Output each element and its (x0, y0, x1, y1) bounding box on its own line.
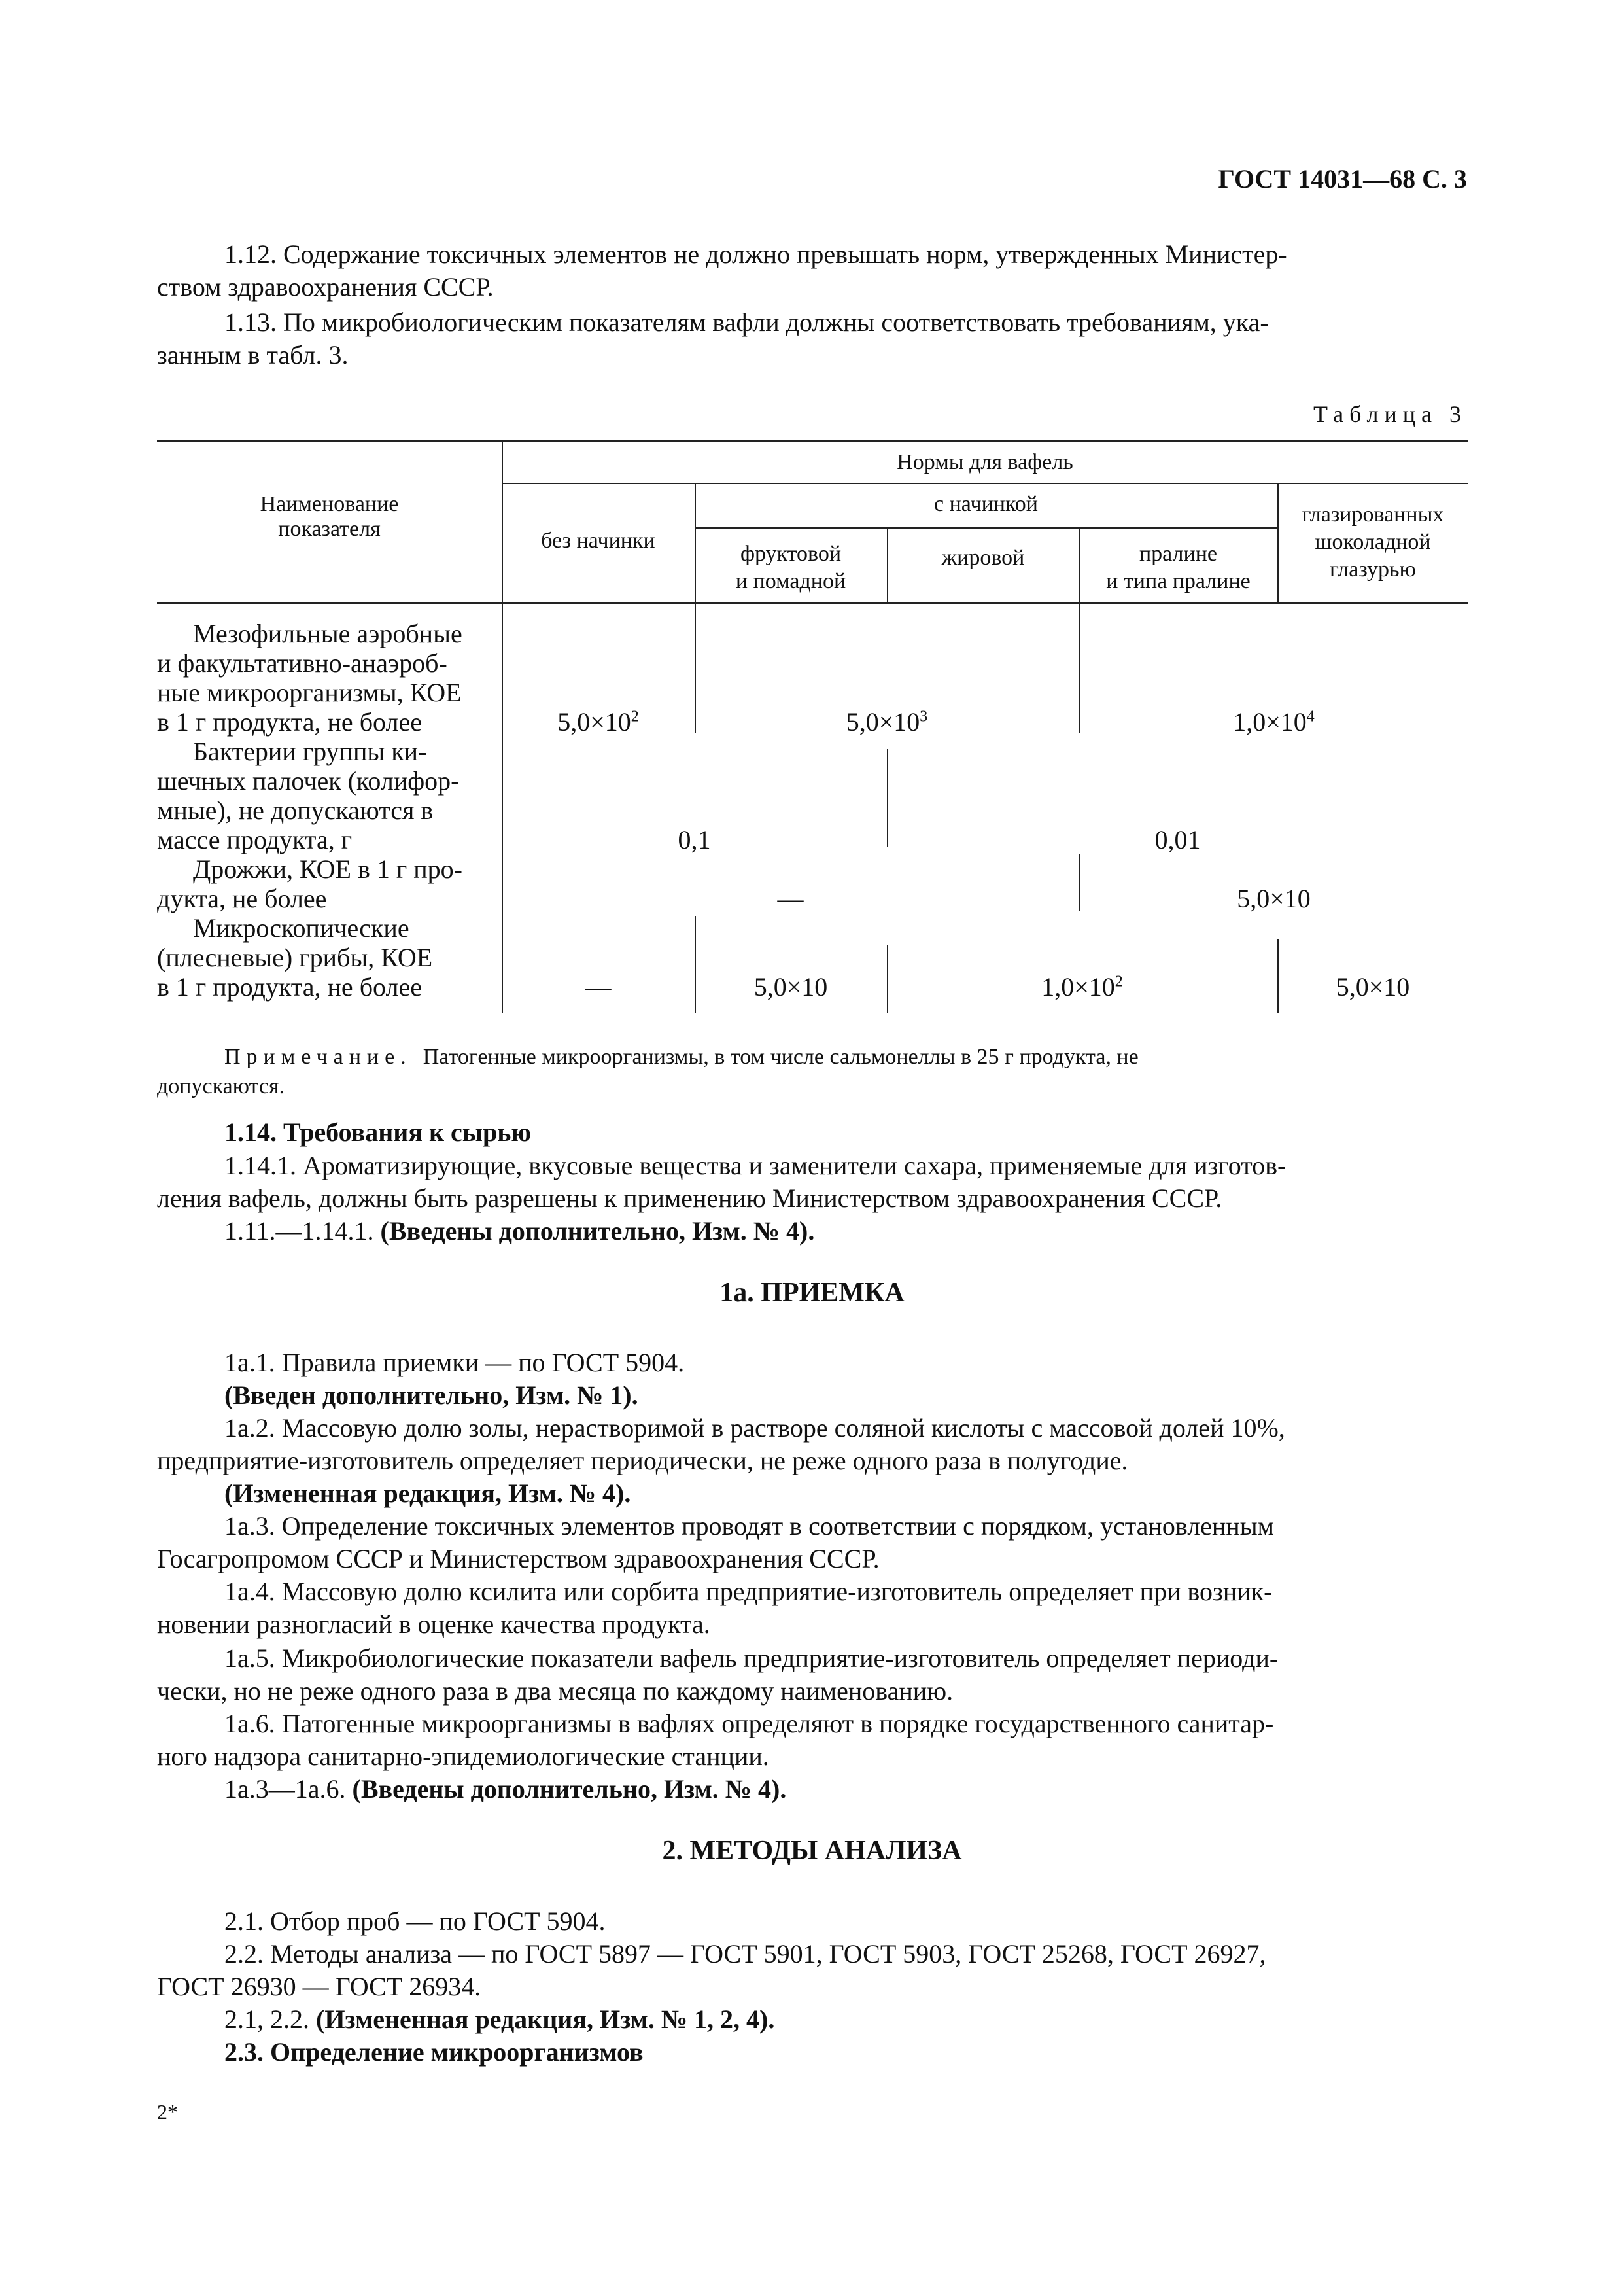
paragraph-1a-4-line-1: 1а.4. Массовую долю ксилита или сорбита предприятие-изготовитель определяет при возник- (224, 1577, 1273, 1606)
paragraph-1a-3-line-2: Госагропромом СССР и Министерством здравоохранения СССР. (157, 1544, 880, 1573)
row4-value-no-filling: — (585, 972, 612, 1002)
paragraph-1a-2-line-1: 1а.2. Массовую долю золы, нерастворимой в растворе соляной кислоты с массовой долей 10%, (224, 1413, 1285, 1443)
row2-label-line: массе продукта, г (157, 825, 353, 854)
table-top-rule (157, 440, 1468, 442)
row1-label-line: в 1 г продукта, не более (157, 707, 422, 737)
section-2-3-title: 2.3. Определение микроорганизмов (224, 2037, 644, 2067)
row2-value-right: 0,01 (1154, 825, 1201, 854)
page-header: ГОСТ 14031—68 С. 3 (1218, 164, 1467, 194)
row4-value-fruit: 5,0×10 (753, 972, 828, 1002)
section-1-14-title: 1.14. Требования к сырью (224, 1117, 531, 1147)
value-mantissa: 1,0×10 (1233, 707, 1307, 737)
row3-label-line: дукта, не более (157, 884, 327, 913)
row3-value-right: 5,0×10 (1237, 884, 1311, 913)
table-header-fat: жировой (941, 546, 1025, 570)
table-vrule (502, 602, 503, 1013)
section-2-heading: 2. МЕТОДЫ АНАЛИЗА (662, 1836, 962, 1866)
row4-label-line: в 1 г продукта, не более (157, 972, 422, 1002)
value-mantissa: 1,0×10 (1041, 972, 1115, 1002)
header-fruit-line: и помадной (735, 569, 846, 593)
row2-value-left: 0,1 (678, 825, 711, 854)
row4-value-glazed: 5,0×10 (1336, 972, 1410, 1002)
paragraph-1-12-line-2: ством здравоохранения СССР. (157, 272, 494, 302)
paragraph-1a-6-line-1: 1а.6. Патогенные микроорганизмы в вафлях определяют в порядке государственного санитар- (224, 1709, 1274, 1738)
amendment-1a-1: (Введен дополнительно, Изм. № 1). (224, 1380, 638, 1410)
paragraph-1-14-1-line-1: 1.14.1. Ароматизирующие, вкусовые вещества и заменители сахара, применяемые для изготов- (224, 1151, 1287, 1180)
paragraph-1a-1: 1а.1. Правила приемки — по ГОСТ 5904. (224, 1348, 685, 1377)
table-header-norms: Нормы для вафель (897, 450, 1073, 474)
paragraph-2-1: 2.1. Отбор проб — по ГОСТ 5904. (224, 1906, 606, 1936)
paragraph-1-13-line-2: занным в табл. 3. (157, 340, 349, 370)
paragraph-1a-2-line-2: предприятие-изготовитель определяет периодически, не реже одного раза в полугодие. (157, 1446, 1128, 1475)
amend-prefix: 1а.3—1а.6. (224, 1774, 346, 1804)
amendment-1a-2: (Измененная редакция, Изм. № 4). (224, 1479, 631, 1508)
paragraph-2-2-line-2: ГОСТ 26930 — ГОСТ 26934. (157, 1972, 481, 2001)
note-label: Примечание. (224, 1045, 412, 1069)
section-1a-heading: 1а. ПРИЕМКА (719, 1278, 905, 1308)
table-header-with-filling: с начинкой (934, 492, 1038, 516)
note-text: Патогенные микроорганизмы, в том числе сальмонеллы в 25 г продукта, не (423, 1045, 1139, 1069)
row4-label-line: Микроскопические (193, 913, 409, 943)
amend-prefix: 2.1, 2.2. (224, 2005, 309, 2034)
value-exponent: 3 (920, 708, 928, 726)
table-header-bottom-rule (157, 602, 1468, 604)
row1-value-fruit-fat (695, 706, 1079, 738)
row2-label-line: шечных палочек (колифор- (157, 766, 460, 796)
amend-text: (Введены дополнительно, Изм. № 4). (352, 1774, 787, 1804)
row2-label-line: Бактерии группы ки- (193, 737, 427, 766)
row2-label-line: мные), не допускаются в (157, 796, 434, 825)
paragraph-1a-4-line-2: новении разногласий в оценке качества продукта. (157, 1609, 710, 1639)
table-rule-filling (695, 527, 1277, 529)
table-rule-norms (502, 483, 1468, 484)
paragraph-1a-6-line-2: ного надзора санитарно-эпидемиологические станции. (157, 1742, 769, 1771)
header-name-line: показателя (278, 517, 381, 541)
row4-label-line: (плесневые) грибы, КОЕ (157, 943, 433, 972)
amend-prefix: 1.11.—1.14.1. (224, 1216, 374, 1246)
header-praline-line: пралине (1139, 542, 1218, 566)
row1-label-line: Мезофильные аэробные (193, 619, 462, 648)
table-note-line-1 (224, 1045, 1139, 1070)
row1-value-praline-glazed (1079, 706, 1468, 738)
table-note-line-2: допускаются. (157, 1074, 285, 1098)
value-exponent: 2 (1114, 973, 1123, 990)
header-praline-line: и типа пралине (1106, 569, 1251, 593)
table-header-praline (1079, 540, 1277, 595)
amend-text: (Введены дополнительно, Изм. № 4). (380, 1216, 815, 1246)
row1-value-no-filling (502, 706, 695, 738)
value-exponent: 4 (1306, 708, 1315, 726)
header-fruit-line: фруктовой (740, 542, 842, 566)
row1-label-line: ные микроорганизмы, КОЕ (157, 678, 462, 707)
header-glazed-line: глазированных (1302, 502, 1444, 527)
table-header-glazed (1277, 501, 1468, 584)
paragraph-2-2-line-1: 2.2. Методы анализа — по ГОСТ 5897 — ГОСТ 5901, ГОСТ 5903, ГОСТ 25268, ГОСТ 26927, (224, 1939, 1266, 1969)
value-exponent: 2 (631, 708, 639, 726)
header-glazed-line: шоколадной (1315, 530, 1431, 554)
table-caption: Таблица 3 (1313, 401, 1467, 427)
amend-text: (Измененная редакция, Изм. № 1, 2, 4). (316, 2005, 775, 2034)
paragraph-1a-3-line-1: 1а.3. Определение токсичных элементов проводят в соответствии с порядком, установленным (224, 1511, 1274, 1541)
table-header-fruit (695, 540, 887, 595)
row3-label-line: Дрожжи, КОЕ в 1 г про- (193, 854, 462, 884)
row4-value-fat-praline (887, 971, 1277, 1003)
value-mantissa: 5,0×10 (846, 707, 920, 737)
value-mantissa: 5,0×10 (557, 707, 631, 737)
table-header-no-filling: без начинки (541, 529, 655, 553)
header-glazed-line: глазурью (1330, 557, 1416, 582)
row3-value-left: — (777, 884, 804, 913)
paragraph-1-14-1-line-2: ления вафель, должны быть разрешены к применению Министерством здравоохранения СССР. (157, 1183, 1222, 1213)
paragraph-1-12-line-1: 1.12. Содержание токсичных элементов не должно превышать норм, утвержденных Министер- (224, 239, 1287, 269)
header-name-line: Наименование (260, 492, 399, 516)
paragraph-1a-5-line-1: 1а.5. Микробиологические показатели вафель предприятие-изготовитель определяет периоди- (224, 1643, 1279, 1673)
paragraph-1-13-line-1: 1.13. По микробиологическим показателям вафли должны соответствовать требованиям, ука- (224, 307, 1269, 337)
page-footer: 2* (157, 2100, 178, 2124)
amendment-1a-3-1a-6 (224, 1773, 786, 1805)
amendment-1-11-1-14-1 (224, 1215, 814, 1247)
paragraph-1a-5-line-2: чески, но не реже одного раза в два месяца по каждому наименованию. (157, 1676, 954, 1706)
amendment-2-1-2-2 (224, 2003, 774, 2035)
row1-label-line: и факультативно-анаэроб- (157, 648, 447, 678)
table-header-name (157, 492, 502, 542)
